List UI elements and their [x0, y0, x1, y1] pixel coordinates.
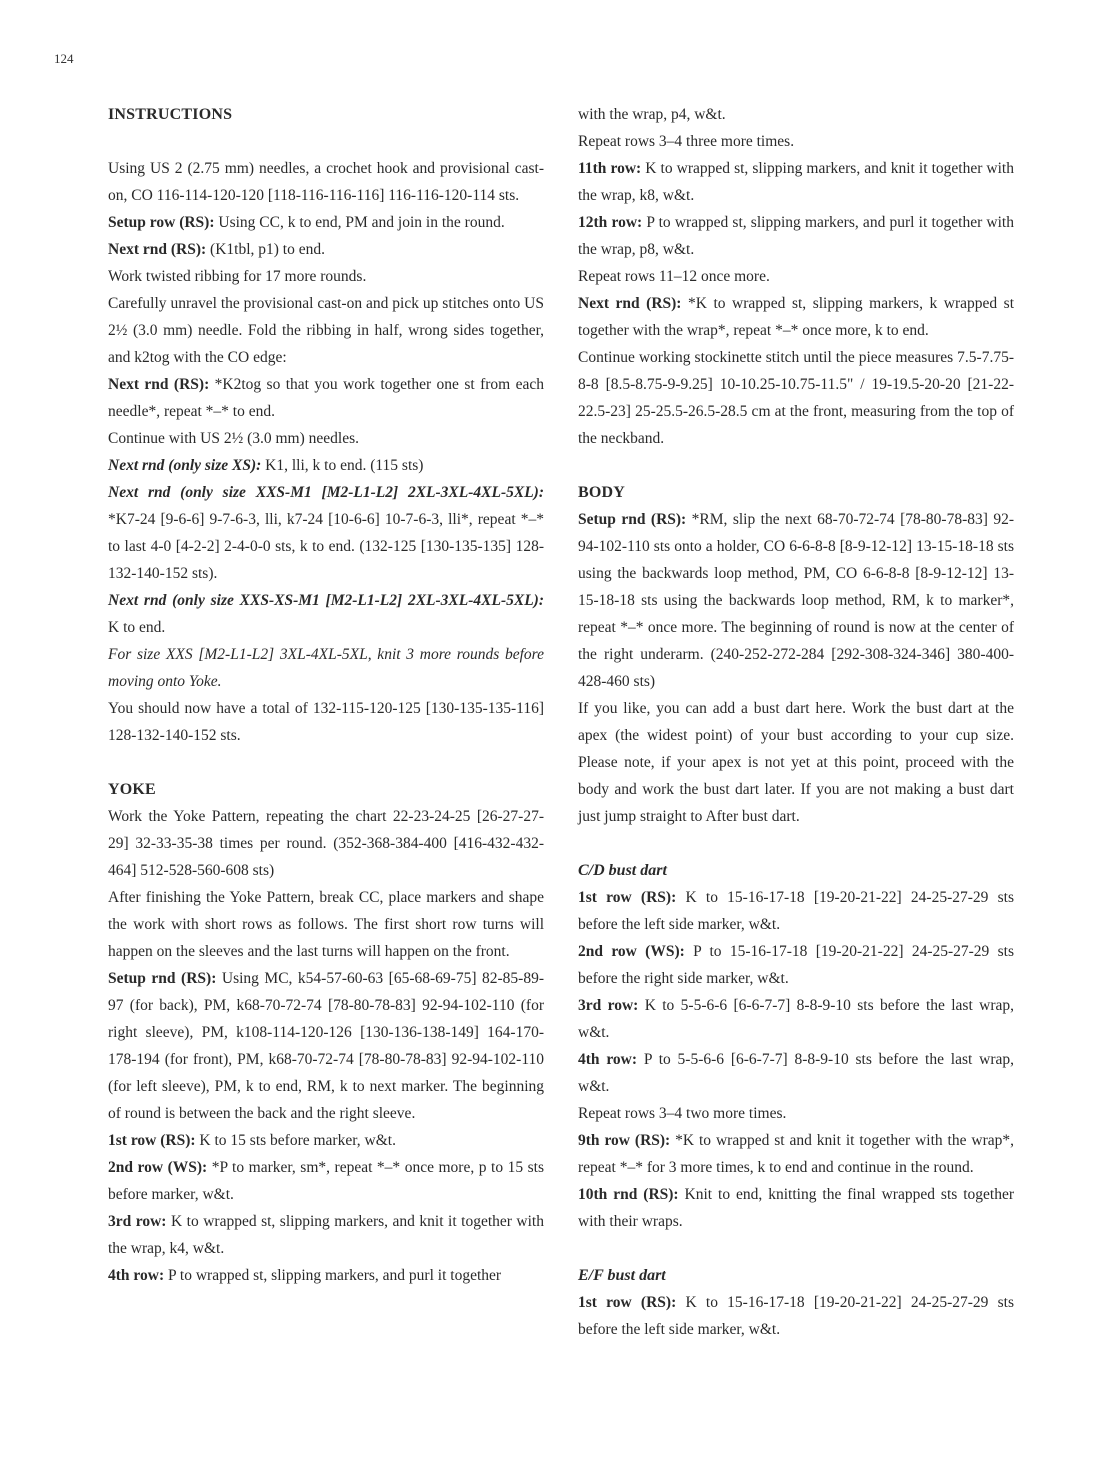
step-text: K to 15-16-17-18 [19-20-21-22] 24-25-27-29 sts before the left side marker, w&t. — [578, 889, 1014, 933]
paragraph: You should now have a total of 132-115-120-125 [130-135-135-116] 128-132-140-152 sts. — [108, 700, 544, 744]
step-label: 1st row (RS): — [578, 889, 677, 906]
step-label: 3rd row: — [578, 997, 639, 1014]
step-text: *K7-24 [9-6-6] 9-7-6-3, lli, k7-24 [10-6-6] 10-7-6-3, lli*, repeat *–* to last 4-0 [4-2-2] 2-4-0-0 sts, k to end. (132-125 [130-135-135] 128-132-140-152 sts). — [108, 511, 544, 582]
step-text: K to 15 sts before marker, w&t. — [195, 1132, 396, 1149]
step-text: *P to marker, sm*, repeat *–* once more, p to 15 sts before marker, w&t. — [108, 1159, 544, 1203]
paragraph — [578, 1046, 1014, 1100]
step-text: *K to wrapped st, slipping markers, k wrapped st together with the wrap*, repeat *–* once more, k to end. — [578, 295, 1015, 339]
step-label: 11th row: — [578, 160, 642, 177]
paragraph — [578, 290, 1014, 344]
step-label: 1st row (RS): — [108, 1132, 196, 1149]
step-label: 10th rnd (RS): — [578, 1186, 679, 1203]
step-text: *RM, slip the next 68-70-72-74 [78-80-78-83] 92-94-102-110 sts onto a holder, CO 6-6-8-8 [8-9-12-12] 13-15-18-18 sts using the backwards loop method, PM, CO 6-6-8-8 [8-9-12-12] 13-15-18-18 sts using the backwards loop method, RM, k to marker*, repeat *–* once more. The beginning of round is now at the center of the right underarm. (240-252-272-284 [292-308-324-346] 380-400-428-460 sts) — [578, 511, 1014, 690]
yoke-heading: YOKE — [108, 781, 156, 798]
paragraph — [578, 938, 1014, 992]
step-text: K to 5-5-6-6 [6-6-7-7] 8-8-9-10 sts before the last wrap, w&t. — [578, 997, 1014, 1041]
paragraph: Work twisted ribbing for 17 more rounds. — [108, 268, 367, 285]
paragraph — [578, 506, 1014, 695]
step-label: Next rnd (only size XXS-M1 [M2-L1-L2] 2XL-3XL-4XL-5XL): — [108, 484, 544, 501]
paragraph — [578, 1127, 1014, 1181]
paragraph: Continue working stockinette stitch until the piece measures 7.5-7.75-8-8 [8.5-8.75-9-9.25] 10-10.25-10.75-11.5" / 19-19.5-20-20 [21-22-22.5-23] 25-25.5-26.5-28.5 cm at the front, measuring from the top of the neckband. — [578, 349, 1014, 447]
step-text: Knit to end, knitting the final wrapped sts together with their wraps. — [578, 1186, 1015, 1230]
step-label: 4th row: — [578, 1051, 638, 1068]
step-label: Next rnd (RS): — [108, 376, 210, 393]
step-text: P to wrapped st, slipping markers, and purl it together with the wrap, p8, w&t. — [578, 214, 1014, 258]
paragraph: Carefully unravel the provisional cast-on and pick up stitches onto US 2½ (3.0 mm) needle. Fold the ribbing in half, wrong sides together, and k2tog with the CO edge: — [108, 295, 544, 366]
step-text: K1, lli, k to end. (115 sts) — [261, 457, 424, 474]
step-text: (K1tbl, p1) to end. — [206, 241, 325, 258]
instructions-heading: INSTRUCTIONS — [108, 106, 233, 123]
step-text: K to wrapped st, slipping markers, and knit it together with the wrap, k8, w&t. — [578, 160, 1014, 204]
step-label: Next rnd (only size XXS-XS-M1 [M2-L1-L2] 2XL-3XL-4XL-5XL): — [108, 592, 544, 609]
paragraph — [108, 1262, 544, 1289]
step-label: Setup rnd (RS): — [108, 970, 217, 987]
paragraph — [578, 1181, 1014, 1235]
paragraph — [108, 479, 544, 587]
step-label: Setup row (RS): — [108, 214, 215, 231]
step-label: Next rnd (RS): — [578, 295, 682, 312]
step-text: *K to wrapped st and knit it together with the wrap*, repeat *–* for 3 more times, k to end and continue in the round. — [578, 1132, 1015, 1176]
step-text: K to end. — [108, 619, 166, 636]
paragraph — [578, 884, 1014, 938]
step-text: P to 5-5-6-6 [6-6-7-7] 8-8-9-10 sts before the last wrap, w&t. — [578, 1051, 1014, 1095]
paragraph — [108, 236, 544, 263]
step-text: K to 15-16-17-18 [19-20-21-22] 24-25-27-29 sts before the left side marker, w&t. — [578, 1294, 1014, 1338]
paragraph — [108, 965, 544, 1127]
cd-bust-dart-heading: C/D bust dart — [578, 862, 667, 879]
step-label: 12th row: — [578, 214, 643, 231]
paragraph — [108, 209, 544, 236]
page-number: 124 — [54, 51, 74, 66]
step-label: 3rd row: — [108, 1213, 167, 1230]
paragraph-note: For size XXS [M2-L1-L2] 3XL-4XL-5XL, knit 3 more rounds before moving onto Yoke. — [108, 646, 544, 690]
step-label: 4th row: — [108, 1267, 165, 1284]
ef-bust-dart-heading: E/F bust dart — [578, 1267, 666, 1284]
step-label: 2nd row (WS): — [108, 1159, 208, 1176]
step-text: P to wrapped st, slipping markers, and purl it together — [164, 1267, 502, 1284]
paragraph: Work the Yoke Pattern, repeating the chart 22-23-24-25 [26-27-27-29] 32-33-35-38 times per round. (352-368-384-400 [416-432-432-464] 512-528-560-608 sts) — [108, 808, 544, 879]
paragraph: with the wrap, p4, w&t. — [578, 106, 726, 123]
step-label: 1st row (RS): — [578, 1294, 677, 1311]
paragraph — [108, 452, 544, 479]
step-label: Setup rnd (RS): — [578, 511, 687, 528]
paragraph — [578, 155, 1014, 209]
paragraph: Repeat rows 11–12 once more. — [578, 268, 770, 285]
paragraph — [108, 587, 544, 641]
paragraph: After finishing the Yoke Pattern, break CC, place markers and shape the work with short rows as follows. The first short row turns will happen on the sleeves and the last turns will happen on the front. — [108, 889, 544, 960]
step-label: 9th row (RS): — [578, 1132, 671, 1149]
paragraph: Repeat rows 3–4 three more times. — [578, 133, 795, 150]
paragraph: Using US 2 (2.75 mm) needles, a crochet hook and provisional cast-on, CO 116-114-120-120 [118-116-116-116] 116-116-120-114 sts. — [108, 160, 544, 204]
right-column — [578, 101, 1014, 1343]
paragraph — [108, 1208, 544, 1262]
left-column — [108, 101, 544, 1289]
paragraph — [108, 1127, 544, 1154]
paragraph — [108, 1154, 544, 1208]
paragraph — [578, 209, 1014, 263]
step-text: K to wrapped st, slipping markers, and knit it together with the wrap, k4, w&t. — [108, 1213, 544, 1257]
step-text: Using CC, k to end, PM and join in the round. — [214, 214, 505, 231]
paragraph: Repeat rows 3–4 two more times. — [578, 1105, 787, 1122]
body-heading: BODY — [578, 484, 626, 501]
step-text: Using MC, k54-57-60-63 [65-68-69-75] 82-85-89-97 (for back), PM, k68-70-72-74 [78-80-78-83] 92-94-102-110 (for right sleeve), PM, k108-114-120-126 [130-136-138-149] 164-170-178-194 (for front), PM, k68-70-72-74 [78-80-78-83] 92-94-102-110 (for left sleeve), PM, k to end, RM, k to next marker. The beginning of round is between the back and the right sleeve. — [108, 970, 544, 1122]
step-text: *K2tog so that you work together one st from each needle*, repeat *–* to end. — [108, 376, 544, 420]
step-label: Next rnd (RS): — [108, 241, 207, 258]
step-label: 2nd row (WS): — [578, 943, 685, 960]
step-text: P to 15-16-17-18 [19-20-21-22] 24-25-27-29 sts before the right side marker, w&t. — [578, 943, 1015, 987]
paragraph: If you like, you can add a bust dart here. Work the bust dart at the apex (the widest point) of your bust according to your cup size. Please note, if your apex is not yet at this point, proceed with the body and work the bust dart later. If you are not making a bust dart just jump straight to After bust dart. — [578, 700, 1014, 825]
paragraph — [578, 1289, 1014, 1343]
paragraph — [578, 992, 1014, 1046]
paragraph: Continue with US 2½ (3.0 mm) needles. — [108, 430, 359, 447]
paragraph — [108, 371, 544, 425]
step-label: Next rnd (only size XS): — [108, 457, 262, 474]
